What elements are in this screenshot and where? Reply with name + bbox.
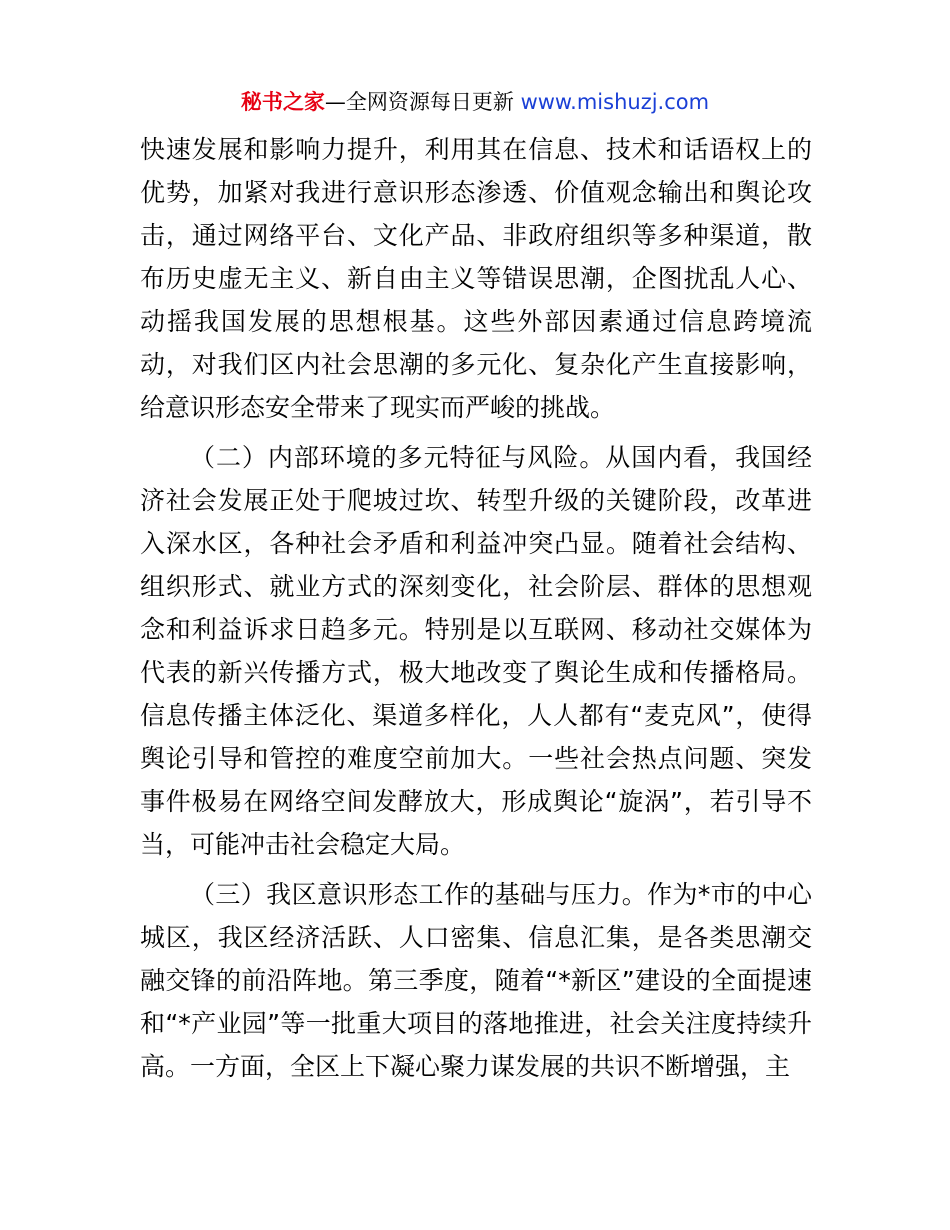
paragraph-internal-environment: （二）内部环境的多元特征与风险。从国内看，我国经济社会发展正处于爬坡过坎、转型升级的关键阶段，改革进入深水区，各种社会矛盾和利益冲突凸显。随着社会结构、组织形式、就业方式的深刻变化，社会阶层、群体的思想观念和利益诉求日趋多元。特别是以互联网、移动社交媒体为代表的新兴传播方式，极大地改变了舆论生成和传播格局。信息传播主体泛化、渠道多样化，人人都有“麦克风”，使得舆论引导和管控的难度空前加大。一些社会热点问题、突发事件极易在网络空间发酵放大，形成舆论“旋涡”，若引导不当，可能冲击社会稳定大局。	[140, 443, 812, 859]
site-brand: 秘书之家	[240, 90, 325, 114]
paragraph-district-foundation: （三）我区意识形态工作的基础与压力。作为*市的中心城区，我区经济活跃、人口密集、信息汇集，是各类思潮交融交锋的前沿阵地。第三季度，随着“*新区”建设的全面提速和“*产业园”等一批重大项目的落地推进，社会关注度持续升高。一方面，全区上下凝心聚力谋发展的共识不断增强，主	[140, 880, 812, 1081]
site-header	[0, 86, 950, 118]
site-url[interactable]: www.mishuzj.com	[520, 90, 710, 114]
site-tagline: —全网资源每日更新	[324, 90, 521, 114]
document-body	[140, 128, 812, 1088]
paragraph-continuation: 快速发展和影响力提升，利用其在信息、技术和话语权上的优势，加紧对我进行意识形态渗透、价值观念输出和舆论攻击，通过网络平台、文化产品、非政府组织等多种渠道，散布历史虚无主义、新自由主义等错误思潮，企图扰乱人心、动摇我国发展的思想根基。这些外部因素通过信息跨境流动，对我们区内社会思潮的多元化、复杂化产生直接影响，给意识形态安全带来了现实而严峻的挑战。	[140, 135, 812, 422]
